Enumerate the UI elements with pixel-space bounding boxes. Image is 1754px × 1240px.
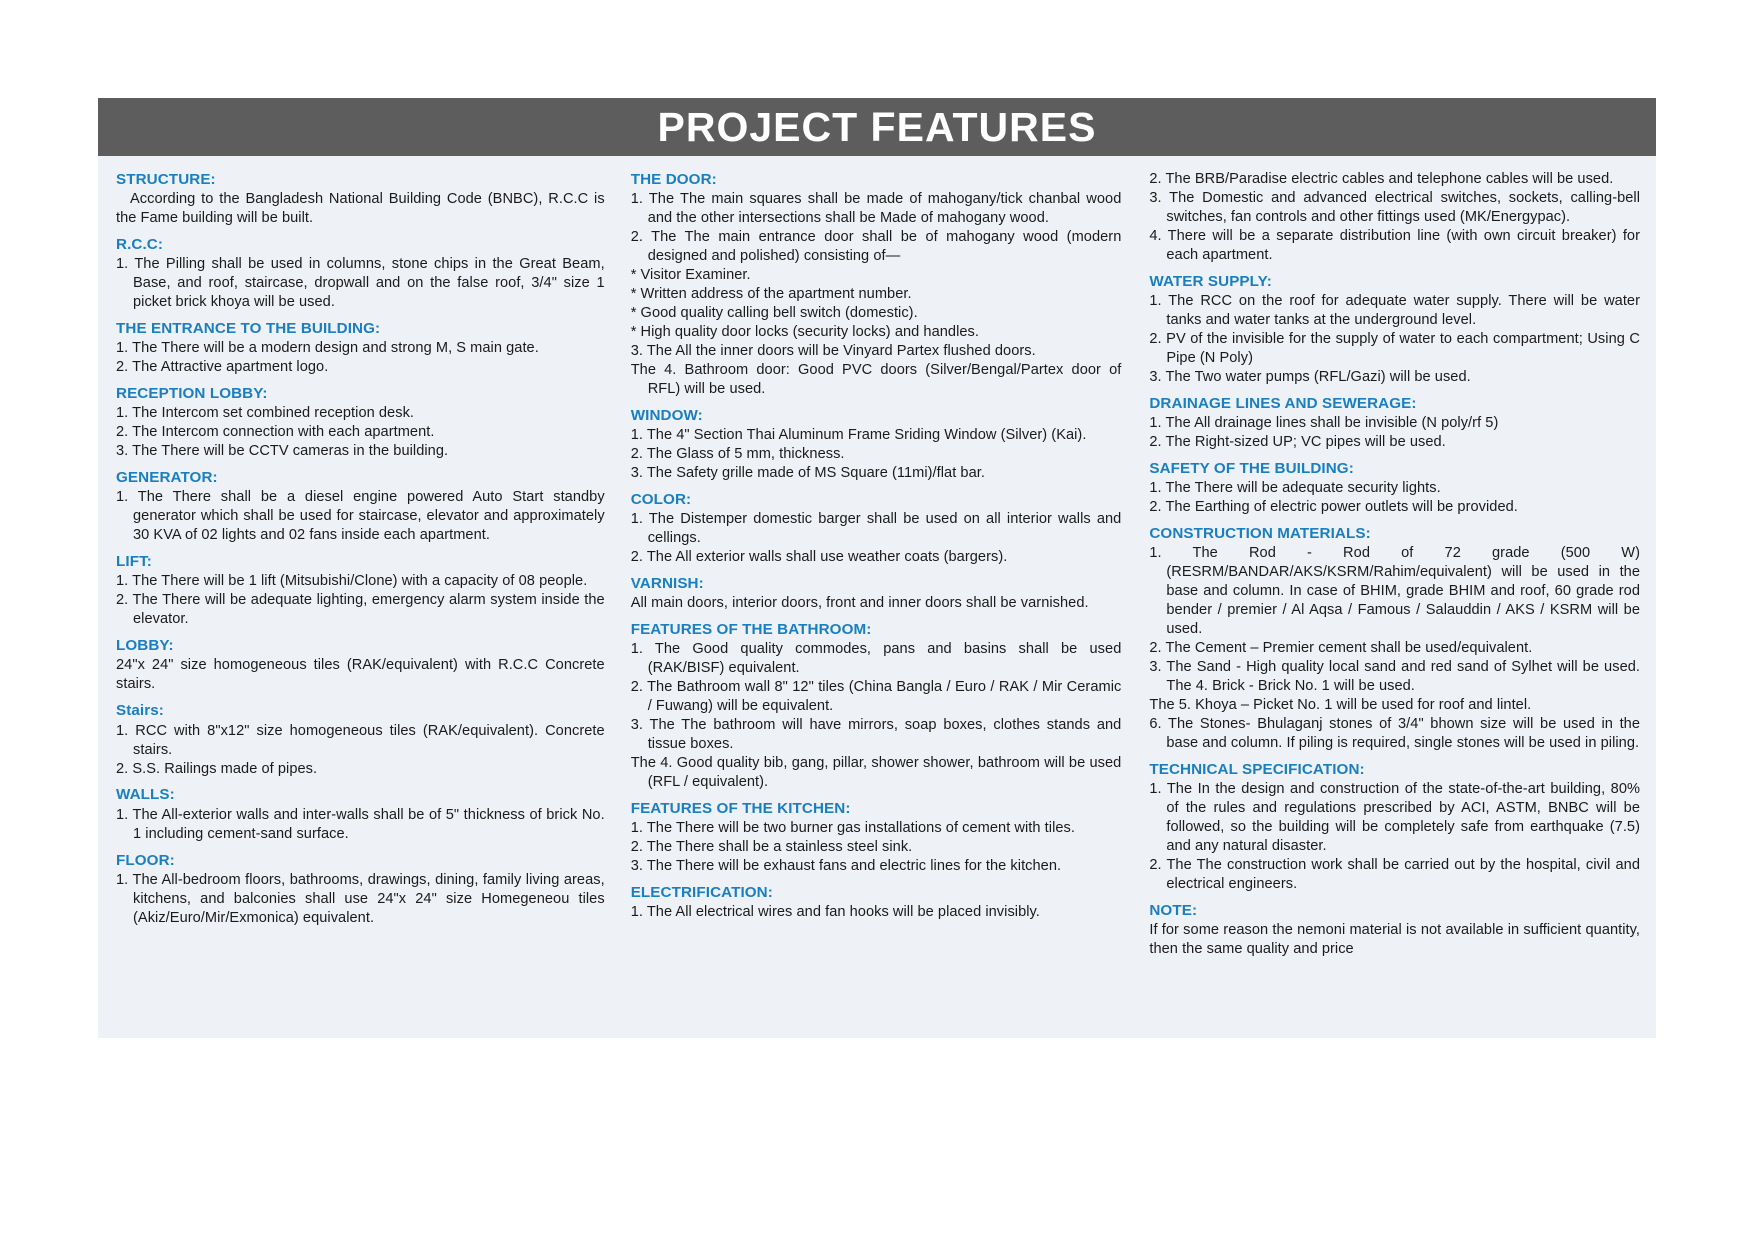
project-features-sheet [98, 98, 1656, 1038]
section-text-line: 1. The The main squares shall be made of mahogany/tick chanbal wood and the other intersections shall be Made of mahogany wood. [630, 191, 1122, 227]
section-text-line: All main doors, interior doors, front and inner doors shall be varnished. [630, 595, 1089, 612]
section-text-line: 2. The Cement – Premier cement shall be used/equivalent. [1149, 639, 1533, 656]
section-heading: GENERATOR: [116, 469, 218, 487]
section-heading: WALLS: [116, 786, 175, 804]
section-heading: TECHNICAL SPECIFICATION: [1149, 760, 1365, 778]
section-text-line: 3. The Two water pumps (RFL/Gazi) will be used. [1149, 368, 1471, 385]
section-text-line: 1. The There will be adequate security lights. [1149, 480, 1441, 497]
section-text-line: 1. The Rod - Rod of 72 grade (500 W) (RESRM/BANDAR/AKS/KSRM/Rahim/equivalent) will be used in the base and column. In case of BHIM, grade BHIM and roof, 60 grade rod bender / premier / Al Aqsa / Famous / Salauddin / AKS / KSRM will be used. [1149, 545, 1641, 637]
section-text-line: 1. The Distemper domestic barger shall be used on all interior walls and cellings. [630, 510, 1122, 546]
column-2 [631, 170, 1126, 1028]
section-text-line: * Written address of the apartment number. [630, 285, 912, 302]
column-1 [116, 170, 611, 1028]
section-text-line: 1. The Pilling shall be used in columns, stone chips in the Great Beam, Base, and roof, staircase, dropwall and on the false roof, 3/4" size 1 picket brick khoya will be used. [116, 256, 605, 311]
section-text-line: 2. The The main entrance door shall be of mahogany wood (modern designed and polished) consisting of— [630, 229, 1122, 265]
section-text-line: * Visitor Examiner. [630, 267, 751, 284]
section-heading: VARNISH: [630, 574, 704, 592]
section-text-line: 1. The 4" Section Thai Aluminum Frame Sriding Window (Silver) (Kai). [630, 426, 1087, 443]
section-text-line: 2. The All exterior walls shall use weather coats (bargers). [630, 548, 1008, 565]
section-text-line: 3. The The bathroom will have mirrors, soap boxes, clothes stands and tissue boxes. [630, 717, 1122, 752]
column-3 [1145, 170, 1640, 1028]
section-heading: WINDOW: [630, 406, 703, 424]
section-text-line: 4. There will be a separate distribution line (with own circuit breaker) for each apartment. [1149, 227, 1641, 263]
section-text-line: 1. The RCC on the roof for adequate water supply. There will be water tanks and water tanks at the underground level. [1149, 292, 1641, 328]
section-text-line: 2. The Earthing of electric power outlets will be provided. [1149, 499, 1518, 516]
section-text-line: The 5. Khoya – Picket No. 1 will be used for roof and lintel. [1149, 696, 1532, 713]
section-text-line: 2. The Right-sized UP; VC pipes will be used. [1149, 433, 1446, 450]
section-text-line: 3. The There will be exhaust fans and electric lines for the kitchen. [630, 857, 1062, 874]
section-heading: THE ENTRANCE TO THE BUILDING: [116, 320, 381, 338]
section-heading: Stairs: [116, 702, 164, 720]
section-heading: CONSTRUCTION MATERIALS: [1149, 524, 1371, 542]
section-text-line: 1. The Intercom set combined reception desk. [116, 405, 415, 422]
document-title-bar [98, 98, 1656, 156]
section-heading: FEATURES OF THE KITCHEN: [630, 799, 851, 817]
content-columns [98, 156, 1656, 1038]
section-text-line: 1. The Good quality commodes, pans and basins shall be used (RAK/BISF) equivalent. [630, 641, 1122, 677]
section-text-line: 2. S.S. Railings made of pipes. [116, 760, 318, 777]
section-heading: LOBBY: [116, 637, 174, 655]
section-text-line: 1. The All electrical wires and fan hooks will be placed invisibly. [630, 904, 1040, 921]
section-text-line: 2. The The construction work shall be carried out by the hospital, civil and electrical engineers. [1149, 856, 1641, 892]
section-text-line: According to the Bangladesh National Building Code (BNBC), R.C.C is the Fame building will be built. [116, 191, 605, 227]
section-text-line: 2. The BRB/Paradise electric cables and telephone cables will be used. [1149, 171, 1614, 187]
section-text-line: The 4. Bathroom door: Good PVC doors (Silver/Bengal/Partex door of RFL) will be used. [630, 361, 1122, 397]
section-heading: NOTE: [1149, 901, 1198, 919]
section-heading: RECEPTION LOBBY: [116, 385, 268, 403]
section-heading: SAFETY OF THE BUILDING: [1149, 459, 1354, 477]
section-text-line: 2. The There shall be a stainless steel sink. [630, 839, 913, 855]
section-text-line: 1. The There will be two burner gas installations of cement with tiles. [630, 820, 1075, 837]
section-text-line: 24"x 24" size homogeneous tiles (RAK/equivalent) with R.C.C Concrete stairs. [116, 657, 605, 693]
section-heading: DRAINAGE LINES AND SEWERAGE: [1149, 394, 1417, 412]
section-text-line: 1. RCC with 8"x12" size homogeneous tiles (RAK/equivalent). Concrete stairs. [116, 722, 605, 758]
section-text-line: 2. PV of the invisible for the supply of water to each compartment; Using C Pipe (N Poly) [1149, 330, 1641, 366]
section-text-line: 1. The In the design and construction of the state-of-the-art building, 80% of the rules and regulations prescribed by ACI, ASTM, BNBC will be followed, so the building will be completely safe from earthquake (7.5) and any natural disaster. [1149, 780, 1641, 854]
section-heading: LIFT: [116, 553, 152, 571]
section-text-line: The 4. Good quality bib, gang, pillar, shower shower, bathroom will be used (RFL / equivalent). [630, 754, 1122, 790]
section-heading: R.C.C: [116, 236, 164, 254]
section-text-line: 3. The There will be CCTV cameras in the building. [116, 443, 449, 460]
section-text-line: 1. The All drainage lines shall be invisible (N poly/rf 5) [1149, 414, 1499, 431]
section-heading: WATER SUPPLY: [1149, 272, 1272, 290]
section-text-line: 2. The There will be adequate lighting, emergency alarm system inside the elevator. [116, 592, 605, 628]
section-text-line: 3. The All the inner doors will be Vinyard Partex flushed doors. [630, 342, 1036, 359]
section-text-line: 6. The Stones- Bhulaganj stones of 3/4" bhown size will be used in the base and column. If piling is required, single stones will be used in piling. [1149, 715, 1641, 751]
section-heading: FLOOR: [116, 851, 175, 869]
section-heading: THE DOOR: [630, 171, 717, 188]
section-text-line: 2. The Bathroom wall 8" 12" tiles (China Bangla / Euro / RAK / Mir Ceramic / Fuwang) will be equivalent. [630, 679, 1122, 715]
page-title: PROJECT FEATURES [657, 103, 1097, 150]
section-text-line: * Good quality calling bell switch (domestic). [630, 304, 918, 321]
section-text-line: 1. The All-exterior walls and inter-walls shall be of 5" thickness of brick No. 1 including cement-sand surface. [116, 806, 605, 842]
section-heading: FEATURES OF THE BATHROOM: [630, 621, 872, 638]
section-text-line: 2. The Intercom connection with each apartment. [116, 424, 435, 441]
section-text-line: * High quality door locks (security locks) and handles. [630, 323, 979, 340]
section-text-line: If for some reason the nemoni material is not available in sufficient quantity, then the same quality and price [1149, 921, 1641, 957]
section-text-line: 1. The There shall be a diesel engine powered Auto Start standby generator which shall be used for staircase, elevator and approximately 30 KVA of 02 lights and 02 fans inside each apartment. [116, 489, 605, 544]
section-text-line: 2. The Glass of 5 mm, thickness. [630, 445, 845, 462]
section-text-line: 1. The There will be 1 lift (Mitsubishi/Clone) with a capacity of 08 people. [116, 573, 588, 590]
section-text-line: 3. The Safety grille made of MS Square (11mi)/flat bar. [630, 464, 985, 481]
section-text-line: 2. The Attractive apartment logo. [116, 359, 329, 376]
section-heading: STRUCTURE: [116, 171, 216, 188]
section-text-line: 1. The All-bedroom floors, bathrooms, drawings, dining, family living areas, kitchens, and balconies shall use 24"x 24" size Homegeneou tiles (Akiz/Euro/Mir/Exmonica) equivalent. [116, 871, 605, 926]
section-text-line: 3. The Domestic and advanced electrical switches, sockets, calling-bell switches, fan controls and other fittings used (MK/Energypac). [1149, 189, 1641, 225]
section-heading: ELECTRIFICATION: [630, 883, 773, 901]
section-text-line: 3. The Sand - High quality local sand and red sand of Sylhet will be used. The 4. Brick - Brick No. 1 will be used. [1149, 658, 1641, 694]
section-heading: COLOR: [630, 490, 692, 508]
section-text-line: 1. The There will be a modern design and strong M, S main gate. [116, 340, 539, 357]
